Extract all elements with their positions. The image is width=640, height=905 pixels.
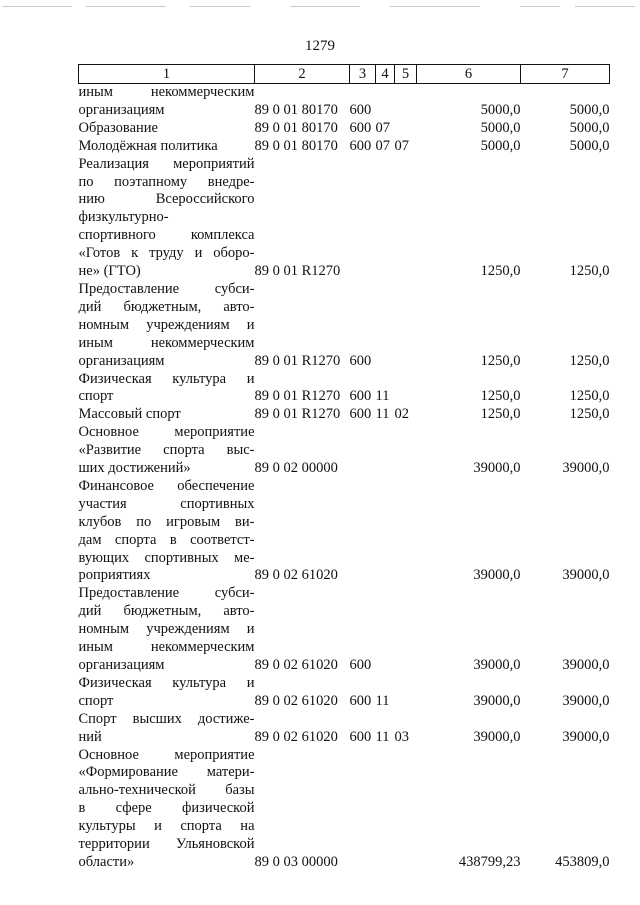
row-amount-7: 1250,0 [569, 406, 610, 423]
table-header [79, 65, 610, 84]
row-name-line: Основное мероприятие [78, 424, 255, 441]
row-amount-6: 39000,0 [473, 460, 521, 477]
row-amount-7: 453809,0 [555, 853, 610, 870]
row-column-3: 600 [349, 406, 372, 423]
table-row [79, 406, 610, 424]
row-column-3 [350, 156, 376, 281]
row-code: 89 0 02 00000 [254, 460, 338, 477]
row-column-5: 07 [394, 137, 409, 154]
row-column-3: 600 [349, 137, 372, 154]
column-header-5: 5 [395, 65, 417, 84]
row-column-4: 07 [375, 137, 390, 154]
row-amount-7: 39000,0 [562, 728, 610, 745]
row-column-3 [350, 747, 376, 872]
row-amount-7: 5000,0 [569, 137, 610, 154]
row-amount-7: 39000,0 [562, 567, 610, 584]
row-column-3: 600 [349, 388, 372, 405]
row-name-line: физкультурно- [78, 209, 169, 226]
row-column-5 [395, 371, 417, 407]
row-name-line: Физическая культура и [78, 370, 255, 387]
table-row [79, 424, 610, 478]
row-column-5 [395, 281, 417, 371]
row-name [79, 424, 255, 478]
budget-table [78, 64, 610, 872]
row-column-5 [395, 675, 417, 711]
table-row [79, 371, 610, 407]
row-column-5 [395, 120, 417, 138]
row-amount-7: 39000,0 [562, 460, 610, 477]
row-name-line: Молодёжная политика [78, 137, 218, 154]
row-name-line: вующих спортивных ме- [78, 549, 255, 566]
row-amount-6: 39000,0 [473, 728, 521, 745]
row-name-line: по поэтапному внедре- [78, 173, 255, 190]
row-amount-7: 5000,0 [569, 119, 610, 136]
row-column-4 [376, 747, 395, 872]
row-column-4 [376, 281, 395, 371]
row-column-5: 03 [394, 728, 409, 745]
row-name-line: Образование [78, 119, 158, 136]
row-column-4 [376, 478, 395, 585]
table-body [79, 84, 610, 872]
row-amount-6: 5000,0 [480, 101, 521, 118]
row-name-line: Основное мероприятие [78, 746, 255, 763]
row-name-line: клубов по игровым ви- [78, 513, 255, 530]
row-amount-6: 438799,23 [458, 853, 521, 870]
column-header-7: 7 [521, 65, 610, 84]
row-column-4: 11 [375, 388, 390, 405]
row-name-line: дам спорта в соответст- [78, 531, 255, 548]
table-row [79, 478, 610, 585]
row-column-5 [395, 84, 417, 120]
row-amount-6: 39000,0 [473, 692, 521, 709]
row-column-4 [376, 156, 395, 281]
row-name-line: культуры и спорта на [78, 818, 255, 835]
row-amount-6: 1250,0 [480, 406, 521, 423]
row-column-4: 11 [375, 692, 390, 709]
row-column-3: 600 [349, 352, 372, 369]
row-name-line: роприятиях [78, 567, 151, 584]
row-name [79, 585, 255, 675]
row-name-line: ших достижений» [78, 460, 191, 477]
column-header-4: 4 [376, 65, 395, 84]
row-name [79, 371, 255, 407]
row-name-line: иным некоммерческим [78, 334, 255, 351]
row-name-line: Реализация мероприятий [78, 155, 255, 172]
row-name-line: в сфере физической [78, 800, 255, 817]
row-name-line: спорт [78, 388, 114, 405]
row-column-5 [395, 747, 417, 872]
row-column-3: 600 [349, 692, 372, 709]
row-code: 89 0 03 00000 [254, 853, 338, 870]
row-name-line: дий бюджетным, авто- [78, 603, 255, 620]
row-column-3 [350, 424, 376, 478]
row-name [79, 281, 255, 371]
row-name [79, 406, 255, 424]
table-row [79, 711, 610, 747]
row-amount-6: 39000,0 [473, 567, 521, 584]
row-code: 89 0 01 R1270 [254, 388, 341, 405]
row-name-line: «Развитие спорта выс- [78, 442, 255, 459]
row-code: 89 0 02 61020 [254, 728, 338, 745]
row-name-line: организациям [78, 352, 165, 369]
row-code: 89 0 02 61020 [254, 567, 338, 584]
row-name-line: иным некоммерческим [78, 639, 255, 656]
row-name-line: ний [78, 728, 102, 745]
row-name-line: «Формирование матери- [78, 764, 255, 781]
row-code: 89 0 01 R1270 [254, 406, 341, 423]
table-row [79, 84, 610, 120]
row-name [79, 711, 255, 747]
table-row [79, 585, 610, 675]
page-number: 1279 [305, 38, 335, 54]
row-code: 89 0 01 80170 [254, 101, 338, 118]
row-name-line: номным учреждениям и [78, 316, 255, 333]
row-column-4 [376, 84, 395, 120]
row-column-4 [376, 585, 395, 675]
row-name-line: территории Ульяновской [78, 836, 255, 853]
row-column-3 [350, 478, 376, 585]
row-column-5 [395, 424, 417, 478]
row-name-line: дий бюджетным, авто- [78, 298, 255, 315]
row-code: 89 0 02 61020 [254, 657, 338, 673]
row-name-line: Физическая культура и [78, 674, 255, 691]
row-code: 89 0 01 R1270 [254, 352, 341, 369]
row-name [79, 478, 255, 585]
row-amount-6: 5000,0 [480, 137, 521, 154]
table-row [79, 281, 610, 371]
row-amount-6: 1250,0 [480, 352, 521, 369]
row-column-3: 600 [349, 657, 372, 673]
row-name [79, 747, 255, 872]
header-row [79, 65, 610, 84]
row-amount-6: 39000,0 [473, 657, 521, 673]
row-name-line: нию Всероссийского [78, 191, 255, 208]
table-row [79, 120, 610, 138]
row-name-line: иным некоммерческим [78, 84, 255, 100]
row-amount-7: 5000,0 [569, 101, 610, 118]
row-name-line: Предоставление субси- [78, 585, 255, 602]
row-name [79, 120, 255, 138]
row-name-line: спорт [78, 692, 114, 709]
row-column-4: 11 [375, 728, 390, 745]
row-column-5: 02 [394, 406, 409, 423]
row-name-line: Финансовое обеспечение [78, 477, 255, 494]
row-name-line: не» (ГТО) [78, 263, 141, 280]
row-amount-7: 1250,0 [569, 263, 610, 280]
row-amount-7: 39000,0 [562, 692, 610, 709]
row-code: 89 0 01 R1270 [254, 263, 341, 280]
row-name-line: организациям [78, 657, 165, 673]
column-header-2: 2 [255, 65, 350, 84]
column-header-1: 1 [79, 65, 255, 84]
row-name-line: Предоставление субси- [78, 280, 255, 297]
row-column-3: 600 [349, 119, 372, 136]
row-name [79, 84, 255, 120]
row-amount-7: 1250,0 [569, 388, 610, 405]
row-name-line: ально-технической базы [78, 782, 255, 799]
row-code: 89 0 01 80170 [254, 137, 338, 154]
row-name-line: Массовый спорт [78, 406, 181, 423]
row-column-3: 600 [349, 101, 372, 118]
row-amount-6: 1250,0 [480, 263, 521, 280]
row-name-line: участия спортивных [78, 495, 255, 512]
row-column-3: 600 [349, 728, 372, 745]
column-header-3: 3 [350, 65, 376, 84]
row-name-line: номным учреждениям и [78, 621, 255, 638]
row-column-4 [376, 424, 395, 478]
row-column-5 [395, 478, 417, 585]
row-name-line: «Готов к труду и оборо- [78, 245, 255, 262]
table-row [79, 138, 610, 156]
table-row [79, 747, 610, 872]
row-column-4: 11 [375, 406, 390, 423]
row-name-line: спортивного комплекса [78, 227, 255, 244]
table-row [79, 675, 610, 711]
row-code: 89 0 01 80170 [254, 119, 338, 136]
row-amount-6: 5000,0 [480, 119, 521, 136]
row-name-line: организациям [78, 101, 165, 118]
row-column-5 [395, 156, 417, 281]
row-amount-7: 1250,0 [569, 352, 610, 369]
table-row [79, 156, 610, 281]
row-name-line: Спорт высших достиже- [78, 710, 255, 727]
row-name [79, 675, 255, 711]
row-code: 89 0 02 61020 [254, 692, 338, 709]
row-name-line: области» [78, 853, 135, 870]
row-amount-6: 1250,0 [480, 388, 521, 405]
row-name [79, 138, 255, 156]
row-name [79, 156, 255, 281]
row-column-5 [395, 585, 417, 675]
row-column-4: 07 [375, 119, 390, 136]
scan-artifact-top [0, 6, 640, 8]
row-amount-7: 39000,0 [562, 657, 610, 673]
column-header-6: 6 [417, 65, 521, 84]
